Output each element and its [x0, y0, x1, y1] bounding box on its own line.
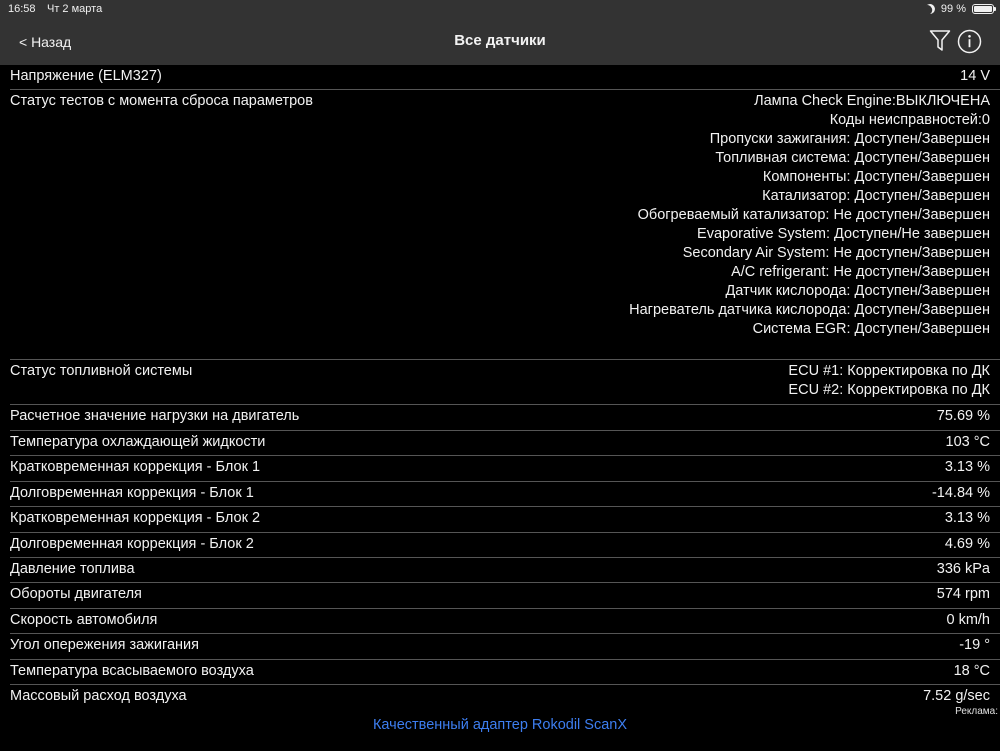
sensor-row[interactable]	[10, 634, 1000, 660]
sensor-value-line: Система EGR: Доступен/Завершен	[752, 321, 990, 337]
sensor-row[interactable]	[10, 609, 1000, 634]
battery-icon	[972, 4, 994, 14]
sensor-label: Скорость автомобиля	[10, 612, 158, 628]
sensor-label: Температура всасываемого воздуха	[10, 663, 254, 679]
sensor-value	[945, 535, 990, 554]
sensor-row[interactable]	[10, 431, 1000, 456]
sensor-value	[937, 407, 990, 426]
sensor-label: Расчетное значение нагрузки на двигатель	[10, 408, 300, 424]
sensor-value	[946, 433, 991, 452]
sensor-value-line: 4.69 %	[944, 536, 990, 552]
page-title: Все датчики	[454, 32, 546, 49]
sensor-row[interactable]	[10, 533, 1000, 558]
sensor-label: Угол опережения зажигания	[10, 637, 199, 653]
sensor-label: Давление топлива	[10, 561, 135, 577]
sensor-value	[945, 458, 990, 477]
sensor-value-line: -14.84 %	[931, 485, 990, 501]
sensor-row[interactable]	[10, 558, 1000, 583]
top-bar	[0, 0, 1000, 65]
sensor-value	[788, 362, 990, 400]
sensor-value	[945, 509, 990, 528]
sensor-label: Кратковременная коррекция - Блок 2	[10, 510, 261, 526]
sensor-label: Напряжение (ELM327)	[10, 68, 162, 84]
sensor-value-line: 0 km/h	[946, 612, 990, 628]
sensor-value-line: Нагреватель датчика кислорода: Доступен/Завершен	[629, 302, 990, 318]
sensor-value-line: ECU #1: Корректировка по ДК	[788, 363, 990, 379]
sensor-label: Долговременная коррекция - Блок 1	[10, 485, 254, 501]
filter-icon	[929, 29, 951, 53]
sensor-value	[937, 560, 990, 579]
sensor-value	[960, 67, 990, 86]
navigation-bar	[0, 20, 1000, 65]
sensor-value-line: A/C refrigerant: Не доступен/Завершен	[731, 264, 990, 280]
sensor-value	[923, 687, 990, 706]
sensor-value	[932, 484, 990, 503]
ad-link[interactable]: Качественный адаптер Rokodil ScanX	[372, 717, 628, 733]
sensor-row[interactable]	[10, 456, 1000, 482]
back-button[interactable]: < Назад	[19, 34, 72, 50]
status-right	[925, 3, 994, 15]
sensor-row[interactable]	[10, 360, 1000, 405]
sensor-value-line: 3.13 %	[944, 510, 990, 526]
sensor-row[interactable]	[10, 583, 1000, 609]
sensor-value-line: 18 °C	[953, 663, 990, 679]
sensor-value-line: Лампа Check Engine:ВЫКЛЮЧЕНА	[754, 93, 990, 109]
sensor-label: Обороты двигателя	[10, 586, 142, 602]
sensor-value-line: 7.52 g/sec	[923, 688, 990, 704]
sensor-label: Долговременная коррекция - Блок 2	[10, 536, 254, 552]
sensor-value-line: Secondary Air System: Не доступен/Завершен	[682, 245, 990, 261]
sensor-value-line: 103 °C	[945, 434, 990, 450]
do-not-disturb-icon	[924, 3, 937, 16]
sensor-value-line: Топливная система: Доступен/Завершен	[715, 150, 990, 166]
filter-button[interactable]	[929, 29, 951, 53]
sensor-value	[954, 662, 990, 681]
sensor-value-line: Датчик кислорода: Доступен/Завершен	[725, 283, 990, 299]
sensor-value-line: 14 V	[960, 68, 990, 84]
sensor-value	[959, 636, 990, 655]
sensor-value-line: 75.69 %	[936, 408, 990, 424]
sensor-label: Кратковременная коррекция - Блок 1	[10, 459, 261, 475]
sensor-label: Массовый расход воздуха	[10, 688, 187, 704]
sensor-value	[937, 585, 990, 604]
sensor-value-line: 3.13 %	[944, 459, 990, 475]
sensor-value-line: Компоненты: Доступен/Завершен	[762, 169, 990, 185]
sensor-value	[629, 92, 990, 339]
sensor-value-line: Evaporative System: Доступен/Не завершен	[697, 226, 990, 242]
sensor-row[interactable]	[10, 482, 1000, 507]
status-date: Чт 2 марта	[47, 3, 103, 15]
info-icon	[957, 29, 982, 54]
sensor-row[interactable]	[10, 65, 1000, 90]
sensor-value	[946, 611, 990, 630]
sensor-row[interactable]	[10, 90, 1000, 360]
status-bar	[0, 0, 1000, 20]
sensor-label: Статус топливной системы	[10, 363, 193, 379]
battery-percent: 99 %	[940, 3, 966, 15]
sensor-value-line: Коды неисправностей:0	[829, 112, 990, 128]
sensor-row[interactable]	[10, 405, 1000, 431]
sensor-value-line: -19 °	[959, 637, 990, 653]
sensor-row[interactable]	[10, 660, 1000, 685]
sensor-label: Температура охлаждающей жидкости	[10, 434, 266, 450]
info-button[interactable]	[957, 29, 982, 54]
status-time: 16:58	[8, 3, 36, 15]
sensor-row[interactable]	[0, 685, 1000, 709]
sensor-label: Статус тестов с момента сброса параметров	[10, 93, 313, 109]
sensor-value-line: Катализатор: Доступен/Завершен	[762, 188, 990, 204]
sensor-row[interactable]	[10, 507, 1000, 533]
sensor-value-line: ECU #2: Корректировка по ДК	[788, 382, 990, 398]
sensor-value-line: 574 rpm	[936, 586, 990, 602]
sensor-value-line: Пропуски зажигания: Доступен/Завершен	[709, 131, 990, 147]
sensor-value-line: 336 kPa	[936, 561, 990, 577]
battery-fill	[974, 6, 992, 12]
ad-label: Реклама:	[955, 706, 998, 717]
sensor-value-line: Обогреваемый катализатор: Не доступен/Завершен	[637, 207, 990, 223]
